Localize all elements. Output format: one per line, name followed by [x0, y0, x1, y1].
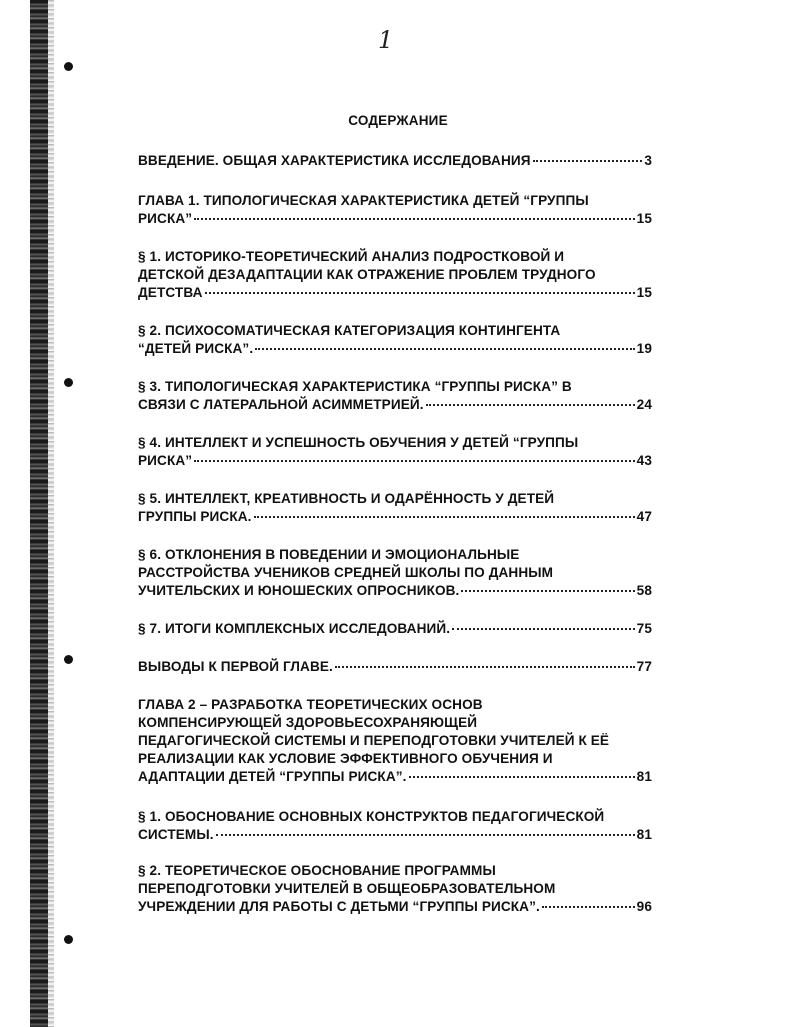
toc-page-number: 81: [636, 827, 652, 842]
dot-leader: [461, 590, 634, 592]
toc-entry-line: РИСКА”: [138, 453, 193, 468]
dot-leader: [335, 666, 635, 668]
toc-page-number: 19: [636, 341, 652, 356]
toc-entry[interactable]: [138, 862, 652, 916]
binding-edge: [30, 0, 48, 1027]
toc-entry-line: УЧРЕЖДЕНИИ ДЛЯ РАБОТЫ С ДЕТЬМИ “ГРУППЫ РИСКА”.: [138, 899, 540, 914]
toc-entry-line: § 1. ОБОСНОВАНИЕ ОСНОВНЫХ КОНСТРУКТОВ ПЕДАГОГИЧЕСКОЙ: [138, 809, 605, 824]
toc-entry[interactable]: [138, 808, 652, 844]
toc-page-number: 75: [636, 621, 652, 636]
toc-entry[interactable]: [138, 378, 652, 414]
toc-entry-line: ПЕДАГОГИЧЕСКОЙ СИСТЕМЫ И ПЕРЕПОДГОТОВКИ УЧИТЕЛЕЙ К ЕЁ: [138, 733, 610, 748]
toc-entry[interactable]: [138, 322, 652, 358]
toc-entry-line: ДЕТСТВА: [138, 285, 203, 300]
toc-entry[interactable]: [138, 620, 652, 638]
dot-leader: [452, 628, 635, 630]
toc-entry[interactable]: [138, 696, 652, 786]
toc-entry-line: § 5. ИНТЕЛЛЕКТ, КРЕАТИВНОСТЬ И ОДАРЁННОСТЬ У ДЕТЕЙ: [138, 491, 555, 506]
toc-entry-line: § 4. ИНТЕЛЛЕКТ И УСПЕШНОСТЬ ОБУЧЕНИЯ У ДЕТЕЙ “ГРУППЫ: [138, 435, 579, 450]
dot-leader: [205, 292, 635, 294]
toc-entry-line: ПЕРЕПОДГОТОВКИ УЧИТЕЛЕЙ В ОБЩЕОБРАЗОВАТЕЛЬНОМ: [138, 881, 556, 896]
toc-entry-line: СВЯЗИ С ЛАТЕРАЛЬНОЙ АСИММЕТРИЕЙ.: [138, 397, 424, 412]
toc-entry-line: ГЛАВА 2 – РАЗРАБОТКА ТЕОРЕТИЧЕСКИХ ОСНОВ: [138, 697, 483, 712]
toc-entry[interactable]: [138, 192, 652, 228]
toc-page-number: 43: [636, 453, 652, 468]
toc-page-number: 24: [636, 397, 652, 412]
toc-entry-line: ГРУППЫ РИСКА.: [138, 509, 252, 524]
dot-leader: [194, 460, 635, 462]
toc-page-number: 77: [636, 659, 652, 674]
toc-entry-line: КОМПЕНСИРУЮЩЕЙ ЗДОРОВЬЕСОХРАНЯЮЩЕЙ: [138, 715, 478, 730]
toc-page-number: 58: [636, 583, 652, 598]
toc-title: СОДЕРЖАНИЕ: [348, 113, 448, 128]
toc-entry-line: ГЛАВА 1. ТИПОЛОГИЧЕСКАЯ ХАРАКТЕРИСТИКА ДЕТЕЙ “ГРУППЫ: [138, 193, 589, 208]
toc-page-number: 81: [636, 769, 652, 784]
toc-page-number: 15: [636, 211, 652, 226]
dot-leader: [533, 160, 643, 162]
toc-entry-line: § 2. ТЕОРЕТИЧЕСКОЕ ОБОСНОВАНИЕ ПРОГРАММЫ: [138, 863, 496, 878]
toc-entry-line: § 3. ТИПОЛОГИЧЕСКАЯ ХАРАКТЕРИСТИКА “ГРУППЫ РИСКА” В: [138, 379, 572, 394]
toc-entry-line: § 6. ОТКЛОНЕНИЯ В ПОВЕДЕНИИ И ЭМОЦИОНАЛЬНЫЕ: [138, 547, 520, 562]
toc-entry-line: ДЕТСКОЙ ДЕЗАДАПТАЦИИ КАК ОТРАЖЕНИЕ ПРОБЛЕМ ТРУДНОГО: [138, 267, 596, 282]
toc-page-number: 47: [636, 509, 652, 524]
toc-entry-line: ВВЕДЕНИЕ. ОБЩАЯ ХАРАКТЕРИСТИКА ИССЛЕДОВАНИЯ: [138, 153, 531, 168]
punch-hole-icon: [64, 935, 73, 944]
binding-shadow: [48, 0, 54, 1027]
toc-page-number: 96: [636, 899, 652, 914]
toc-page-number: 3: [644, 153, 652, 168]
toc-entry-line: ВЫВОДЫ К ПЕРВОЙ ГЛАВЕ.: [138, 659, 333, 674]
toc-entry-line: “ДЕТЕЙ РИСКА”.: [138, 341, 254, 356]
toc-entry-line: АДАПТАЦИИ ДЕТЕЙ “ГРУППЫ РИСКА”.: [138, 769, 407, 784]
toc-entry-line: § 1. ИСТОРИКО-ТЕОРЕТИЧЕСКИЙ АНАЛИЗ ПОДРОСТКОВОЙ И: [138, 249, 565, 264]
toc-entry-line: РАССТРОЙСТВА УЧЕНИКОВ СРЕДНЕЙ ШКОЛЫ ПО ДАННЫМ: [138, 565, 554, 580]
toc-entry[interactable]: [138, 434, 652, 470]
toc-entry-line: СИСТЕМЫ.: [138, 827, 214, 842]
toc-entry-line: РИСКА”: [138, 211, 193, 226]
punch-hole-icon: [64, 655, 73, 664]
punch-hole-icon: [64, 62, 73, 71]
toc-entry-line: § 7. ИТОГИ КОМПЛЕКСНЫХ ИССЛЕДОВАНИЙ.: [138, 621, 451, 636]
dot-leader: [216, 834, 635, 836]
toc-entry[interactable]: [138, 658, 652, 676]
toc-entry-line: РЕАЛИЗАЦИИ КАК УСЛОВИЕ ЭФФЕКТИВНОГО ОБУЧЕНИЯ И: [138, 751, 553, 766]
dot-leader: [542, 906, 635, 908]
toc-entry-line: УЧИТЕЛЬСКИХ И ЮНОШЕСКИХ ОПРОСНИКОВ.: [138, 583, 460, 598]
toc-page-number: 15: [636, 285, 652, 300]
toc-entry[interactable]: [138, 248, 652, 302]
punch-hole-icon: [64, 378, 73, 387]
dot-leader: [194, 218, 635, 220]
dot-leader: [255, 348, 634, 350]
dot-leader: [426, 404, 635, 406]
toc-entry-line: § 2. ПСИХОСОМАТИЧЕСКАЯ КАТЕГОРИЗАЦИЯ КОНТИНГЕНТА: [138, 323, 561, 338]
dot-leader: [409, 776, 635, 778]
toc-entry[interactable]: [138, 546, 652, 600]
toc-entry[interactable]: [138, 152, 652, 170]
dot-leader: [254, 516, 635, 518]
page-number: 1: [378, 26, 394, 54]
toc-entry[interactable]: [138, 490, 652, 526]
